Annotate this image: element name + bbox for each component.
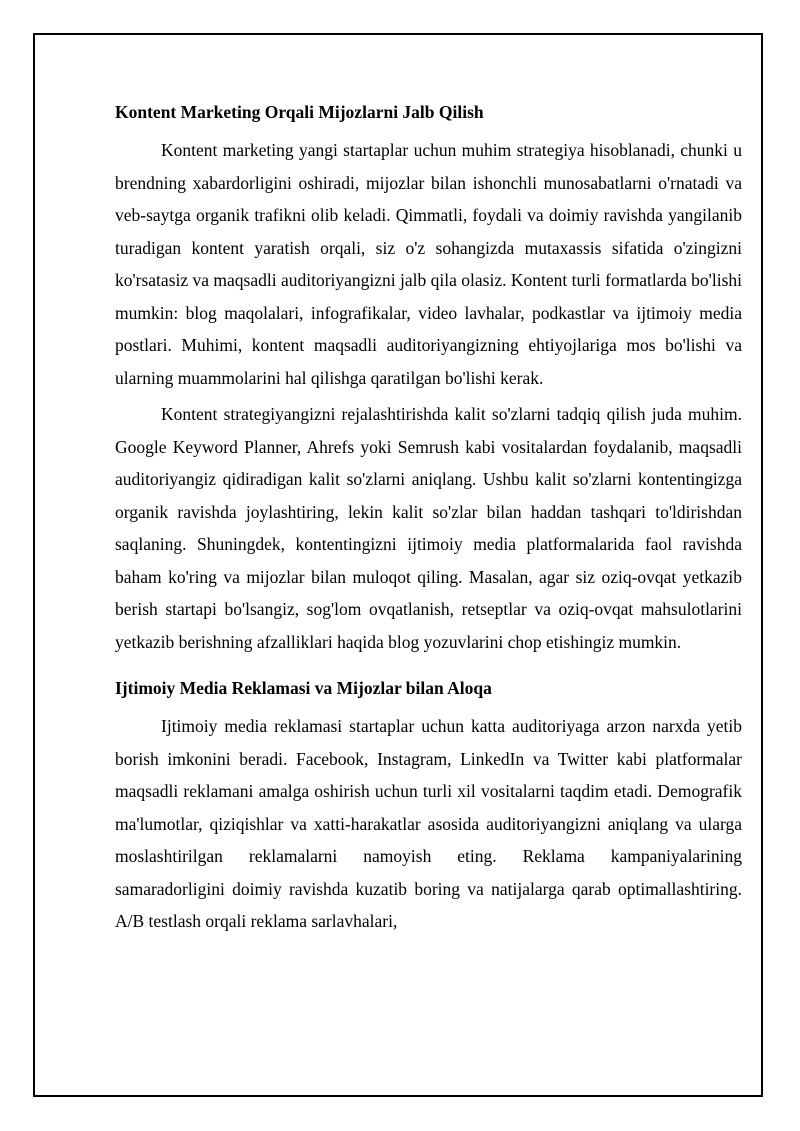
section-heading-content-marketing: Kontent Marketing Orqali Mijozlarni Jalb Qilish [115,102,484,122]
paragraph-content-marketing-intro: Kontent marketing yangi startaplar uchun muhim strategiya hisoblanadi, chunki u brendning xabardorligini oshiradi, mijozlar bilan ishonchli munosabatlarni o'rnatadi va veb-saytga organik trafikni olib keladi. Qimmatli, foydali va doimiy ravishda yangilanib turadigan kontent yaratish orqali, siz o'z sohangizda mutaxassis sifatida o'zingizni ko'rsatasiz va maqsadli auditoriyangizni jalb qila olasiz. Kontent turli formatlarda bo'lishi mumkin: blog maqolalari, infografikalar, video lavhalar, podkastlar va ijtimoiy media postlari. Muhimi, kontent maqsadli auditoriyangizning ehtiyojlariga mos bo'lishi va ularning muammolarini hal qilishga qaratilgan bo'lishi kerak. [115,140,742,388]
section-heading-social-media-ads: Ijtimoiy Media Reklamasi va Mijozlar bilan Aloqa [115,678,492,698]
paragraph-social-media-ads: Ijtimoiy media reklamasi startaplar uchun katta auditoriyaga arzon narxda yetib borish imkonini beradi. Facebook, Instagram, LinkedIn va Twitter kabi platformalar maqsadli reklamani amalga oshirish uchun turli xil vositalarni taqdim etadi. Demografik ma'lumotlar, qiziqishlar va xatti-harakatlar asosida auditoriyangizni aniqlang va ularga moslashtirilgan reklamalarni namoyish eting. Reklama kampaniyalarining samaradorligini doimiy ravishda kuzatib boring va natijalarga qarab optimallashtiring. A/B testlash orqali reklama sarlavhalari, [115,716,742,931]
paragraph-keyword-strategy: Kontent strategiyangizni rejalashtirishda kalit so'zlarni tadqiq qilish juda muhim. Google Keyword Planner, Ahrefs yoki Semrush kabi vositalardan foydalanib, maqsadli auditoriyangiz qidiradigan kalit so'zlarni aniqlang. Ushbu kalit so'zlarni kontentingizga organik ravishda joylashtiring, lekin kalit so'zlar bilan haddan tashqari to'ldirishdan saqlaning. Shuningdek, kontentingizni ijtimoiy media platformalarida faol ravishda baham ko'ring va mijozlar bilan muloqot qiling. Masalan, agar siz oziq-ovqat yetkazib berish startapi bo'lsangiz, sog'lom ovqatlanish, retseptlar va oziq-ovqat mahsulotlarini yetkazib berishning afzalliklari haqida blog yozuvlarini chop etishingiz mumkin. [115,404,742,652]
document-body [115,96,742,938]
